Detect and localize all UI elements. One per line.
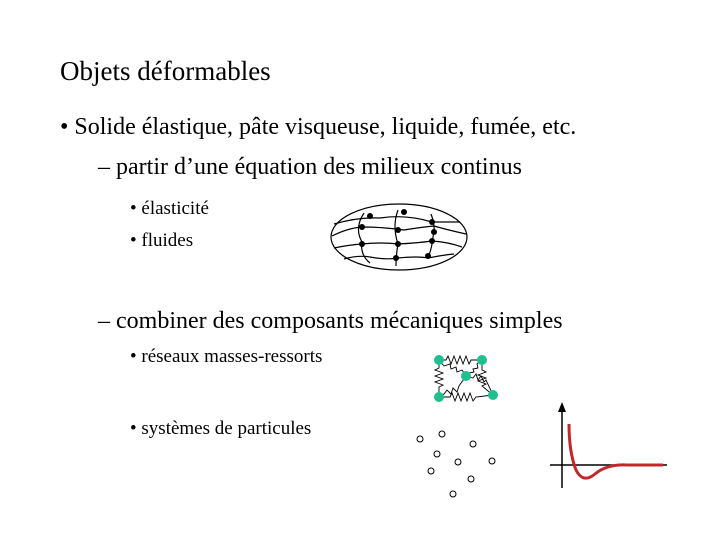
slide-title: Objets déformables bbox=[60, 56, 271, 86]
mass-spring-network-icon bbox=[430, 350, 502, 404]
sub-bullet-continuum-equation: – partir d’une équation des milieux continus bbox=[98, 154, 522, 180]
potential-curve-plot-icon bbox=[545, 400, 670, 492]
item-mass-spring: • réseaux masses-ressorts bbox=[130, 346, 323, 367]
bullet-continuum-objects: • Solide élastique, pâte visqueuse, liquide, fumée, etc. bbox=[60, 114, 577, 140]
sub-bullet-mechanical-components: – combiner des composants mécaniques simples bbox=[98, 308, 563, 334]
item-elasticity: • élasticité bbox=[130, 198, 209, 219]
item-fluids: • fluides bbox=[130, 230, 194, 251]
deformable-mesh-ellipse-icon bbox=[328, 200, 470, 274]
item-particle-systems: • systèmes de particules bbox=[130, 418, 312, 439]
particle-cloud-icon bbox=[410, 426, 500, 500]
